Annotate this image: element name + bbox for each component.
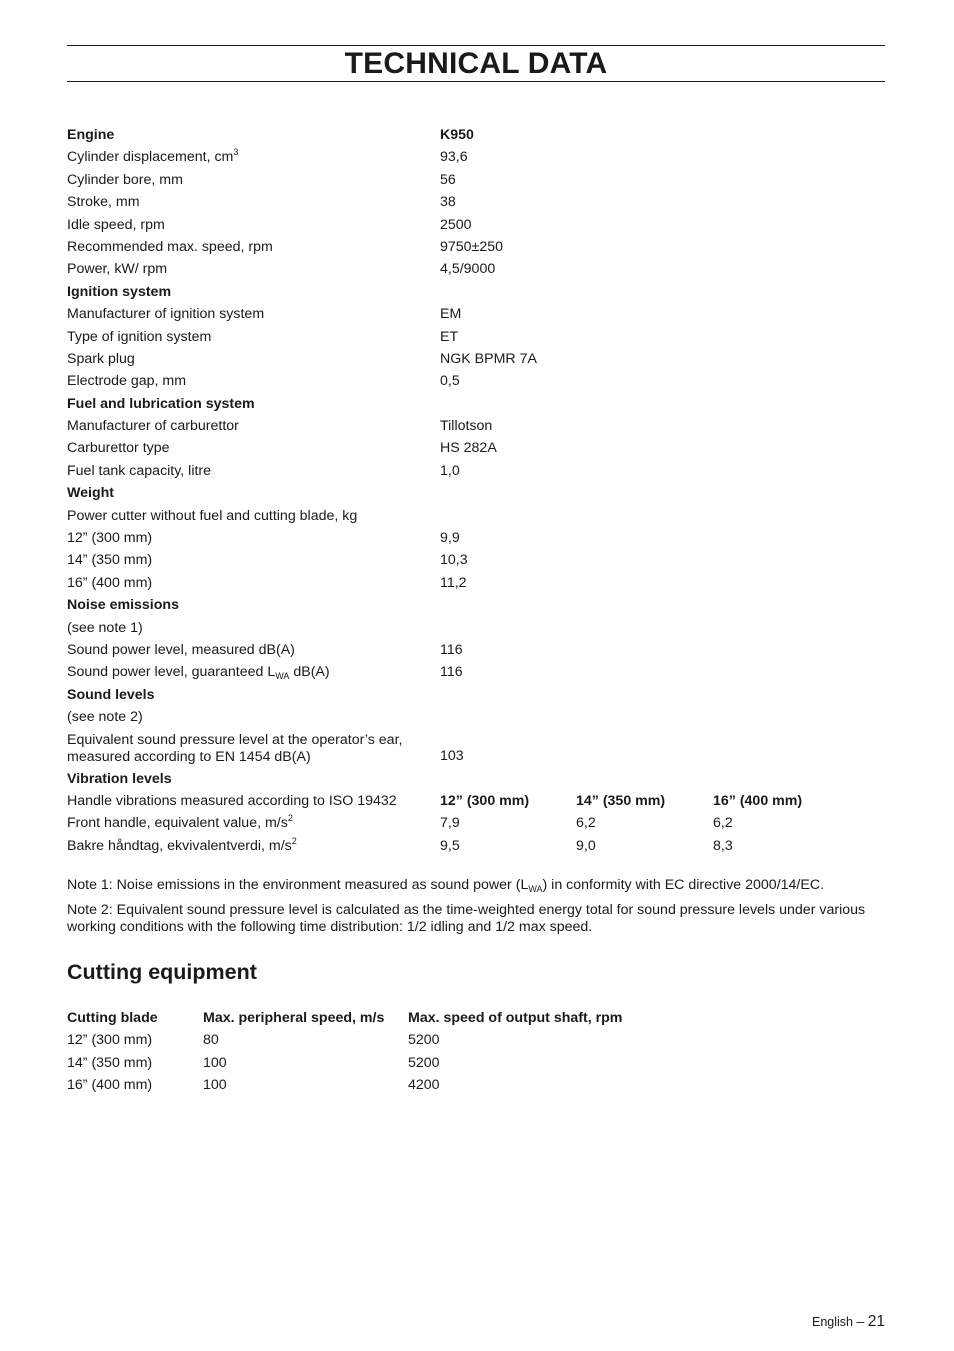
- footer-language: English: [811, 1315, 853, 1329]
- carb-manufacturer-label: Manufacturer of carburettor: [67, 418, 239, 435]
- carb-manufacturer-row: [67, 415, 885, 437]
- vib-heading-row: [67, 768, 885, 790]
- vib-front-row: [67, 812, 885, 834]
- weight-14-row: [67, 549, 885, 571]
- idle-row: [67, 214, 885, 236]
- page-footer: [812, 1311, 885, 1332]
- noise-note-label: (see note 1): [67, 619, 143, 636]
- carb-manufacturer-value: Tillotson: [440, 418, 493, 435]
- spark-plug-value: NGK BPMR 7A: [440, 350, 537, 367]
- ign-type-value: ET: [440, 328, 459, 345]
- vib-measured-label: Handle vibrations measured according to ISO 19432: [67, 792, 397, 809]
- power-label: Power, kW/ rpm: [67, 261, 168, 278]
- weight-heading: Weight: [67, 485, 115, 502]
- shaft-speed-cell: 5200: [408, 1032, 440, 1049]
- title-rule-bottom: [67, 81, 885, 82]
- cutting-blade-cell: 12” (300 mm): [67, 1032, 153, 1049]
- sound-eq-row: [67, 729, 885, 768]
- weight-16-row: [67, 572, 885, 594]
- ign-type-row: [67, 326, 885, 348]
- sound-eq-label: Equivalent sound pressure level at the operator’s ear, measured according to EN 1454 dB(A): [67, 731, 403, 765]
- footer-dash: –: [856, 1313, 865, 1329]
- cutting-blade-cell: 16” (400 mm): [67, 1077, 153, 1094]
- cutting-equipment-heading: Cutting equipment: [67, 960, 257, 984]
- displacement-label: Cylinder displacement, $cm^3$: [67, 147, 239, 166]
- bore-label: Cylinder bore, mm: [67, 171, 183, 188]
- power-value: 4,5/9000: [440, 261, 496, 278]
- vib-measured-row: [67, 790, 885, 812]
- vib-rear-label: Bakre håndtag, ekvivalentverdi, $m/s^2$: [67, 835, 297, 854]
- vib-front-12: 7,9: [440, 815, 460, 832]
- vib-col-12: 12” (300 mm): [440, 792, 530, 809]
- cutting-header-shaft: Max. speed of output shaft, rpm: [408, 1010, 623, 1026]
- vib-col-16: 16” (400 mm): [713, 792, 803, 809]
- weight-sub-label: Power cutter without fuel and cutting blade, kg: [67, 507, 358, 524]
- ign-manufacturer-value: EM: [440, 306, 462, 323]
- stroke-value: 38: [440, 194, 456, 211]
- model-name: K950: [440, 127, 474, 143]
- idle-label: Idle speed, rpm: [67, 216, 165, 233]
- noise-measured-row: [67, 639, 885, 661]
- vib-heading: Vibration levels: [67, 770, 172, 787]
- note-2: Note 2: Equivalent sound pressure level is calculated as the time-weighted energy total for sound pressure levels under various working conditions with the following time distribution: 1/2 idling and 1/2 max speed.: [67, 901, 866, 935]
- ignition-heading: Ignition system: [67, 283, 172, 300]
- engine-heading-row: [67, 124, 885, 146]
- stroke-row: [67, 191, 885, 213]
- noise-guaranteed-label: Sound power level, guaranteed $L_{WA}$ dB(A): [67, 664, 330, 682]
- carb-type-row: [67, 437, 885, 459]
- spark-plug-row: [67, 348, 885, 370]
- note-1: Note 1: Noise emissions in the environment measured as sound power $(L_{WA})$ in conformity with EC directive 2000/14/EC.: [67, 877, 825, 894]
- cutting-blade-cell: 14” (350 mm): [67, 1054, 153, 1071]
- electrode-gap-row: [67, 370, 885, 392]
- sound-heading-row: [67, 684, 885, 706]
- technical-data-table: [67, 124, 885, 857]
- fuel-tank-row: [67, 460, 885, 482]
- stroke-label: Stroke, mm: [67, 194, 140, 211]
- displacement-value: 93,6: [440, 149, 468, 166]
- vib-rear-14: 9,0: [576, 837, 596, 854]
- table-row: [67, 1074, 885, 1096]
- weight-14-value: 10,3: [440, 552, 468, 569]
- ignition-heading-row: [67, 281, 885, 303]
- fuel-tank-value: 1,0: [440, 462, 460, 479]
- weight-12-value: 9,9: [440, 530, 460, 547]
- maxspeed-value: 9750±250: [440, 238, 504, 255]
- table-row: [67, 1029, 885, 1051]
- noise-guaranteed-row: [67, 661, 885, 683]
- vib-col-14: 14” (350 mm): [576, 792, 666, 809]
- weight-14-label: 14” (350 mm): [67, 552, 153, 569]
- maxspeed-label: Recommended max. speed, rpm: [67, 238, 273, 255]
- cutting-equipment-table: [67, 1007, 885, 1097]
- weight-sub-row: [67, 505, 885, 527]
- ign-manufacturer-label: Manufacturer of ignition system: [67, 306, 265, 323]
- noise-guaranteed-value: 116: [440, 664, 463, 681]
- noise-measured-label: Sound power level, measured dB(A): [67, 641, 295, 658]
- sound-eq-value: 103: [440, 747, 464, 764]
- sound-heading: Sound levels: [67, 686, 155, 703]
- vib-front-label: Front handle, equivalent value, $m/s^2$: [67, 813, 293, 832]
- cutting-header-row: [67, 1007, 885, 1029]
- weight-12-label: 12” (300 mm): [67, 530, 153, 547]
- vib-front-14: 6,2: [576, 815, 596, 832]
- weight-16-value: 11,2: [440, 574, 467, 591]
- electrode-gap-label: Electrode gap, mm: [67, 373, 187, 390]
- noise-heading: Noise emissions: [67, 597, 179, 614]
- power-row: [67, 258, 885, 280]
- fuel-heading-row: [67, 393, 885, 415]
- page-number: 21: [867, 1313, 885, 1330]
- vib-rear-16: 8,3: [713, 837, 733, 854]
- vib-rear-row: [67, 835, 885, 857]
- spark-plug-label: Spark plug: [67, 350, 135, 367]
- weight-16-label: 16” (400 mm): [67, 574, 153, 591]
- noise-heading-row: [67, 594, 885, 616]
- fuel-heading: Fuel and lubrication system: [67, 395, 255, 412]
- cutting-header-peripheral: Max. peripheral speed, m/s: [203, 1010, 385, 1026]
- carb-type-label: Carburettor type: [67, 440, 170, 457]
- cutting-header-blade: Cutting blade: [67, 1010, 158, 1026]
- sound-note-label: (see note 2): [67, 709, 143, 726]
- shaft-speed-cell: 5200: [408, 1054, 440, 1071]
- maxspeed-row: [67, 236, 885, 258]
- peripheral-speed-cell: 80: [203, 1032, 219, 1049]
- peripheral-speed-cell: 100: [203, 1054, 227, 1071]
- vib-front-16: 6,2: [713, 815, 733, 832]
- noise-measured-value: 116: [440, 641, 463, 658]
- notes: [67, 877, 885, 944]
- shaft-speed-cell: 4200: [408, 1077, 440, 1094]
- ign-manufacturer-row: [67, 303, 885, 325]
- noise-note-row: [67, 617, 885, 639]
- displacement-row: [67, 146, 885, 168]
- weight-heading-row: [67, 482, 885, 504]
- table-row: [67, 1052, 885, 1074]
- peripheral-speed-cell: 100: [203, 1077, 227, 1094]
- carb-type-value: HS 282A: [440, 440, 497, 457]
- weight-12-row: [67, 527, 885, 549]
- bore-value: 56: [440, 171, 456, 188]
- idle-value: 2500: [440, 216, 472, 233]
- engine-heading: Engine: [67, 127, 115, 143]
- sound-note-row: [67, 706, 885, 728]
- ign-type-label: Type of ignition system: [67, 328, 212, 345]
- bore-row: [67, 169, 885, 191]
- electrode-gap-value: 0,5: [440, 373, 460, 390]
- fuel-tank-label: Fuel tank capacity, litre: [67, 462, 212, 479]
- vib-rear-12: 9,5: [440, 837, 460, 854]
- page-title: TECHNICAL DATA: [344, 47, 608, 80]
